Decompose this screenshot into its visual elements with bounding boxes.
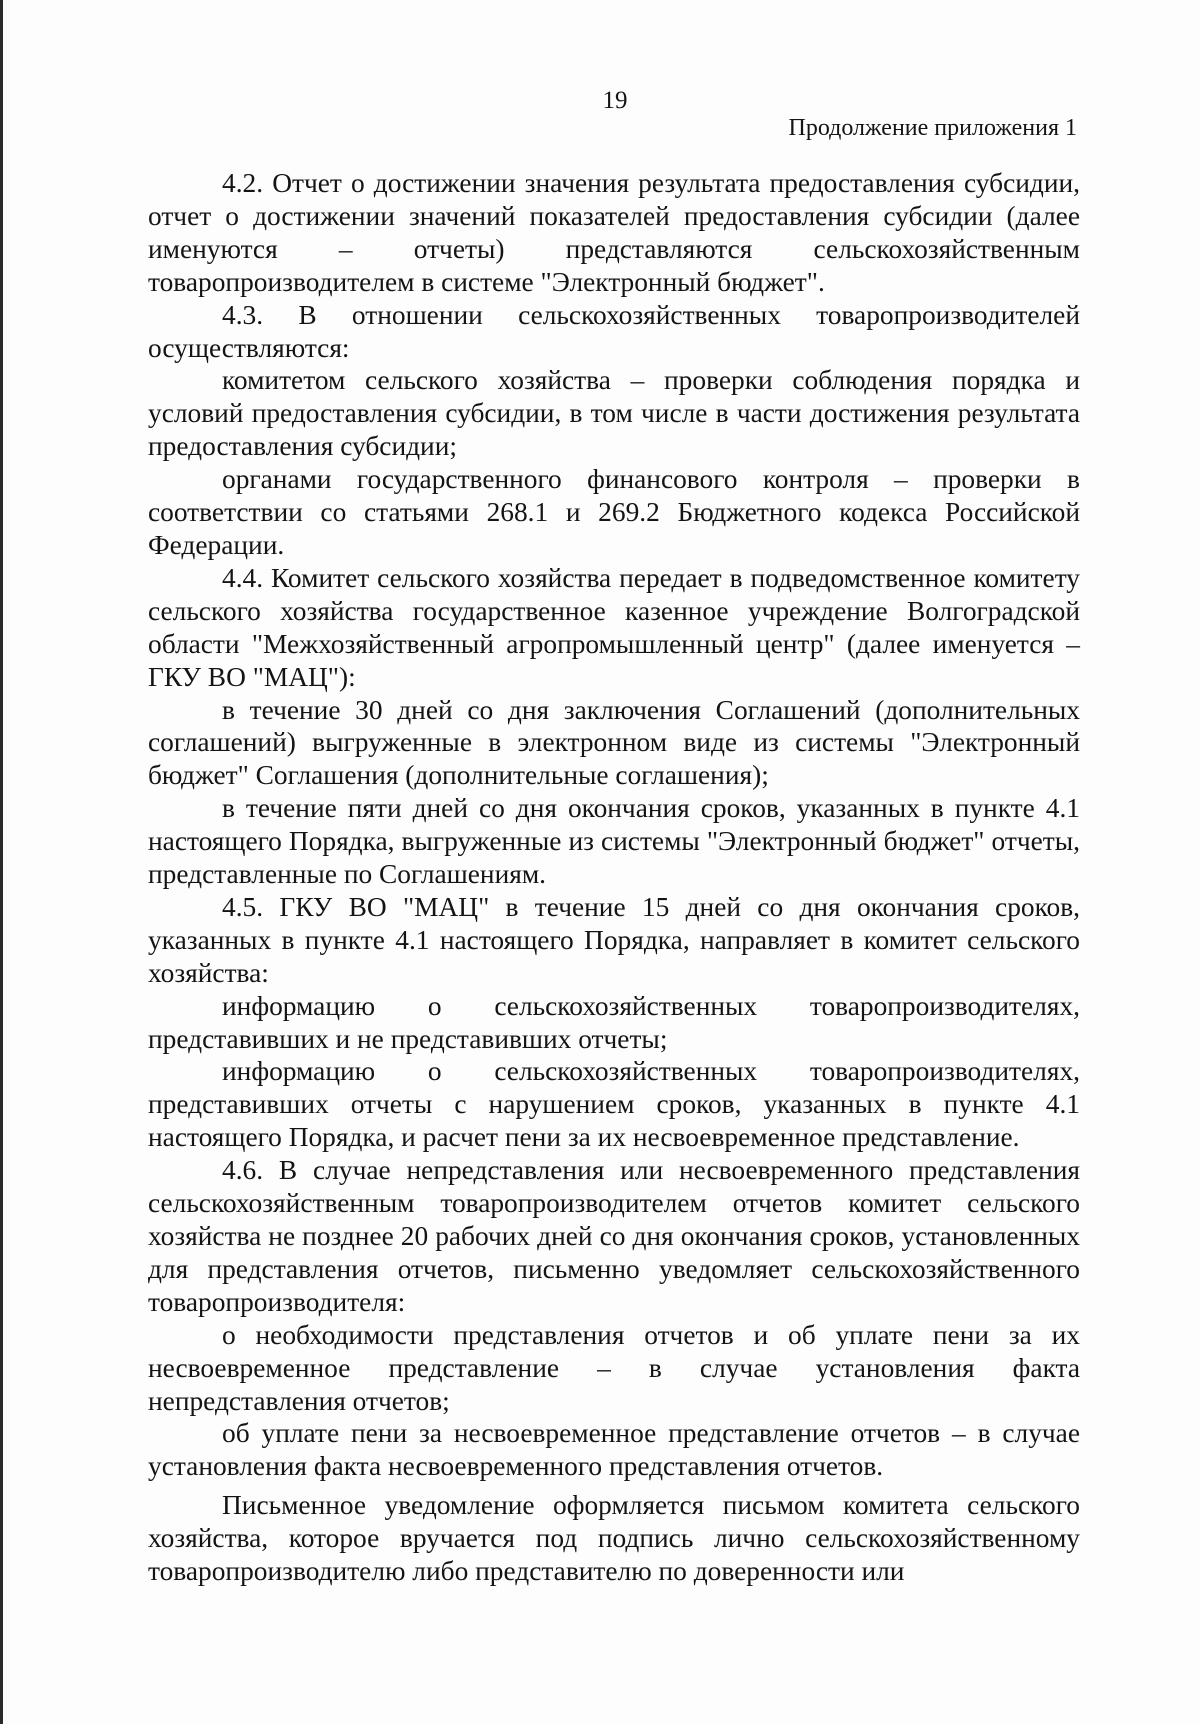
paragraph-4-3: 4.3. В отношении сельскохозяйственных товаропроизводителей осуществляются:: [148, 299, 1080, 363]
paragraph-4-2: 4.2. Отчет о достижении значения результата предоставления субсидии, отчет о достижении значений показателей предоставления субсидии (далее именуются – отчеты) представляются сельскохозяйственным товаропроизводителем в системе "Электронный бюджет".: [148, 168, 1080, 297]
scan-left-edge: [0, 0, 3, 1724]
appendix-continuation-note: Продолжение приложения 1: [788, 115, 1077, 141]
paragraph-4-4: 4.4. Комитет сельского хозяйства передает в подведомственное комитету сельского хозяйства государственное казенное учреждение Волгоградской области "Межхозяйственный агропромышленный центр" (далее именуется – ГКУ ВО "МАЦ"):: [148, 562, 1080, 692]
paragraph-4-4-agreements: в течение 30 дней со дня заключения Соглашений (дополнительных соглашений) выгруженные в электронном виде из системы "Электронный бюджет" Соглашения (дополнительные соглашения);: [148, 694, 1080, 791]
paragraph-4-6-late-submission: об уплате пени за несвоевременное представление отчетов – в случае установления факта несвоевременного представления отчетов.: [148, 1418, 1080, 1482]
paragraph-written-notice: Письменное уведомление оформляется письмом комитета сельского хозяйства, которое вручается под подпись лично сельскохозяйственному товаропроизводителю либо представителю по доверенности или: [148, 1490, 1080, 1587]
paragraph-4-6: 4.6. В случае непредставления или несвоевременного представления сельскохозяйственным товаропроизводителем отчетов комитет сельского хозяйства не позднее 20 рабочих дней со дня окончания сроков, установленных для представления отчетов, письменно уведомляет сельскохозяйственного товаропроизводителя:: [148, 1155, 1080, 1317]
paragraph-4-6-non-submission: о необходимости представления отчетов и об уплате пени за их несвоевременное представление – в случае установления факта непредставления отчетов;: [148, 1319, 1080, 1416]
paragraph-4-4-reports: в течение пяти дней со дня окончания сроков, указанных в пункте 4.1 настоящего Порядка, выгруженные из системы "Электронный бюджет" отчеты, представленные по Соглашениям.: [148, 793, 1080, 890]
paragraph-4-5-info-submitted: информацию о сельскохозяйственных товаропроизводителях, представивших и не представивших отчеты;: [148, 990, 1080, 1054]
paragraph-4-3-committee-checks: комитетом сельского хозяйства – проверки соблюдения порядка и условий предоставления субсидии, в том числе в части достижения результата предоставления субсидии;: [148, 365, 1080, 462]
paragraph-4-3-financial-control: органами государственного финансового контроля – проверки в соответствии со статьями 268.1 и 269.2 Бюджетного кодекса Российской Федерации.: [148, 464, 1080, 560]
document-body: [148, 167, 1080, 1588]
paragraph-4-5-info-late: информацию о сельскохозяйственных товаропроизводителях, представивших отчеты с нарушением сроков, указанных в пункте 4.1 настоящего Порядка, и расчет пени за их несвоевременное представление.: [148, 1056, 1080, 1153]
page-number: 19: [602, 87, 628, 114]
paragraph-4-5: 4.5. ГКУ ВО "МАЦ" в течение 15 дней со дня окончания сроков, указанных в пункте 4.1 настоящего Порядка, направляет в комитет сельского хозяйства:: [148, 891, 1080, 988]
